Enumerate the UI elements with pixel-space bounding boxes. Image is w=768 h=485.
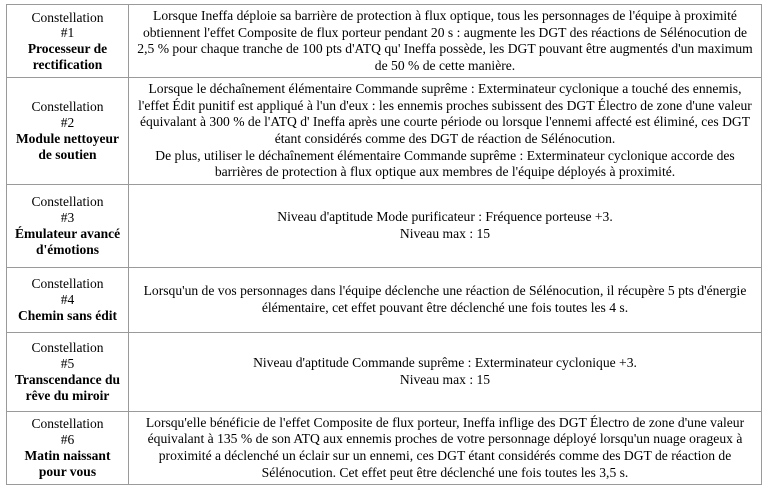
constellation-description-cell-2 [129, 78, 762, 184]
constellation-description-paragraph-2: De plus, utiliser le déchaînement élémentaire Commande suprême : Exterminateur cyclonique accorde des barrières de protection à flux optique aux membres de l'équipe déployés à proximité. [155, 147, 735, 180]
max-level: Niveau max : 15 [399, 225, 491, 241]
constellation-name-cell-6 [7, 411, 129, 484]
table-row [7, 184, 762, 267]
constellation-name-cell-5 [7, 332, 129, 411]
constellation-title: Chemin sans édit [17, 307, 117, 323]
table-row [7, 332, 762, 411]
constellation-description: Lorsqu'elle bénéficie de l'effet Composite de flux porteur, Ineffa inflige des DGT Électro de zone d'une valeur équivalant à 135 % de son ATQ aux ennemis proches de votre personnage déployé lorsqu'un nuage orageux à proximité a déclenché un éclair sur un ennemi, ces DGT étant considérés comme des DGT de réaction de Sélénocution. Cet effet peut être déclenché une fois toutes les 3,5 s. [145, 414, 745, 480]
constellation-title: Émulateur avancé d'émotions [14, 225, 121, 257]
constellation-number: #5 [60, 356, 75, 371]
constellation-name-cell-2 [7, 78, 129, 184]
constellation-description: Lorsqu'un de vos personnages dans l'équipe déclenche une réaction de Sélénocution, il récupère 5 pts d'énergie élémentaire, cet effet pouvant être déclenché une fois toutes les 4 s. [143, 283, 747, 315]
constellation-title: Matin naissant pour vous [24, 447, 111, 479]
table-row [7, 5, 762, 78]
table-row [7, 411, 762, 484]
constellation-label: Constellation [31, 194, 104, 210]
constellation-name-cell-1 [7, 5, 129, 78]
constellation-number: #2 [60, 115, 75, 131]
constellation-description: Lorsque Ineffa déploie sa barrière de protection à flux optique, tous les personnages de l'équipe à proximité obtiennent l'effet Composite de flux porteur pendant 20 s : augmente les DGT des réactions de Sélénocution de 2,5 % pour chaque tranche de 100 pts d'ATQ qu' Ineffa possède, les DGT pouvant être augmentés d'un maximum de 50 % de cette manière. [137, 8, 753, 73]
max-level: Niveau max : 15 [399, 371, 491, 387]
constellation-number: #1 [60, 25, 75, 41]
constellation-number: #3 [60, 210, 75, 225]
constellation-table [6, 4, 762, 485]
constellation-name-cell-4 [7, 267, 129, 332]
constellation-description-cell-4 [129, 267, 762, 332]
constellation-label: Constellation [31, 416, 104, 432]
constellation-description-cell-3 [129, 184, 762, 267]
table-row [7, 267, 762, 332]
constellation-label: Constellation [31, 9, 104, 25]
table-row [7, 78, 762, 184]
constellation-label: Constellation [31, 99, 104, 115]
constellation-description-paragraph-1: Lorsque le déchaînement élémentaire Commande suprême : Exterminateur cyclonique a touché des ennemis, l'effet Édit punitif est appliqué à l'un d'eux : les ennemis proches subissent des DGT Électro de zone d'une valeur équivalant à 300 % de l'ATQ d' Ineffa après une courte période ou lorsque l'ennemi affecté est éliminé, ces DGT étant considérés comme des DGT de réaction de Sélénocution. [138, 81, 752, 147]
constellation-description-cell-5 [129, 332, 762, 411]
constellation-label: Constellation [31, 276, 104, 292]
constellation-title: Processeur de rectification [27, 41, 108, 72]
constellation-title: Module nettoyeur de soutien [15, 131, 120, 162]
constellation-number: #4 [60, 291, 75, 307]
constellation-number: #6 [60, 432, 75, 448]
constellation-description-cell-1 [129, 5, 762, 78]
constellation-description-cell-6 [129, 411, 762, 484]
talent-level-bonus: Niveau d'aptitude Mode purificateur : Fréquence porteuse +3. [277, 209, 613, 225]
constellation-label: Constellation [31, 340, 104, 356]
constellation-title: Transcendance du rêve du miroir [14, 371, 121, 403]
constellation-name-cell-3 [7, 184, 129, 267]
constellation-table-body [7, 5, 762, 485]
talent-level-bonus: Niveau d'aptitude Commande suprême : Exterminateur cyclonique +3. [253, 355, 637, 371]
